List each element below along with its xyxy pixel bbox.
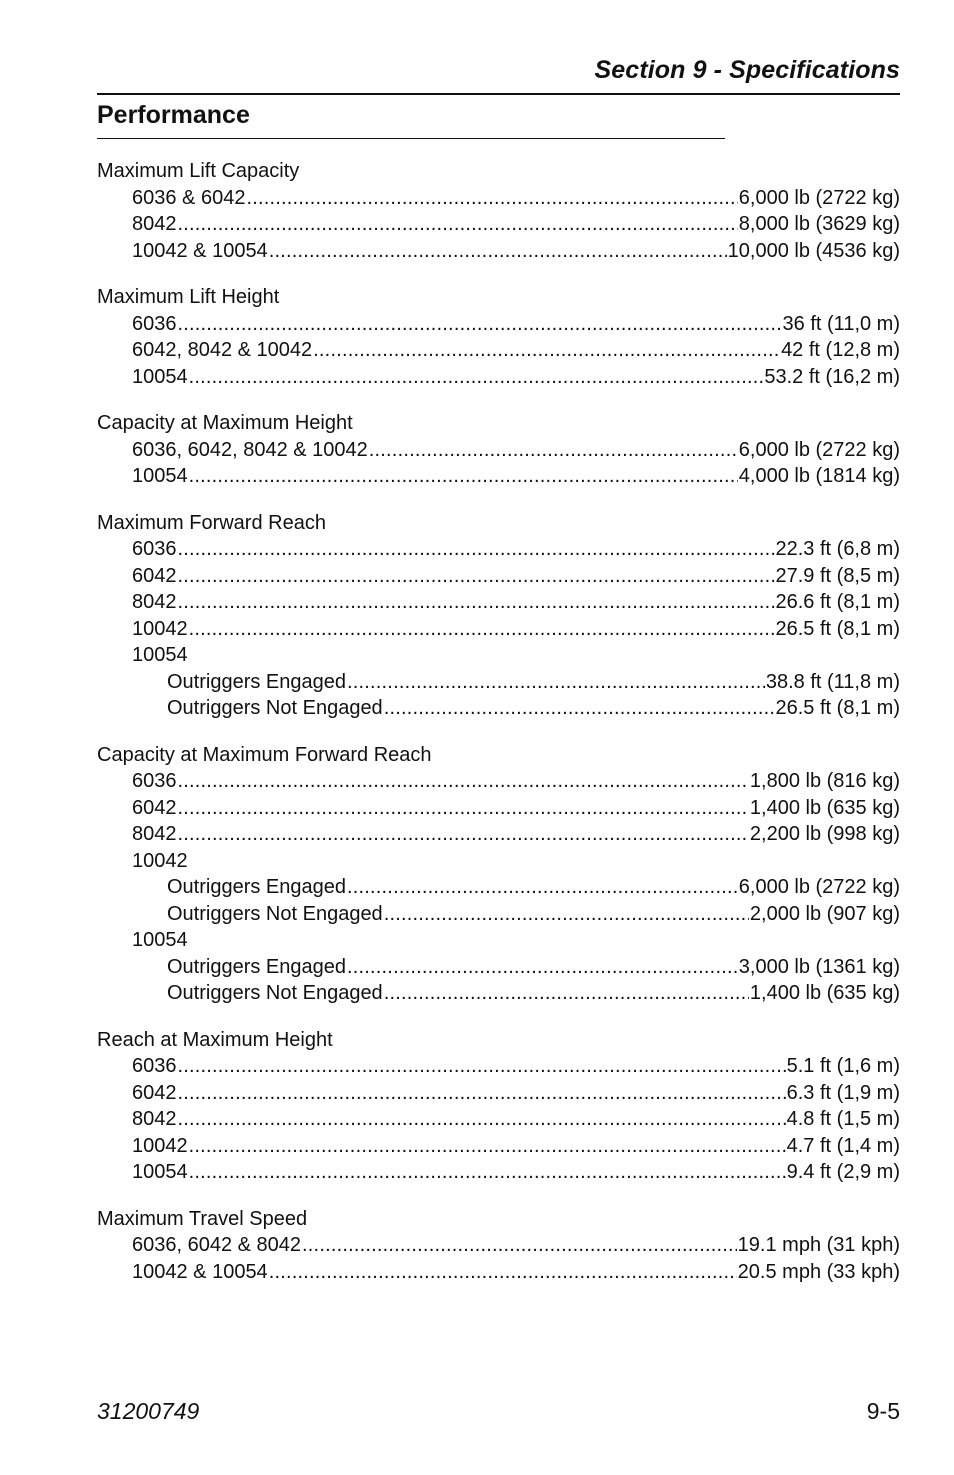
dot-leader bbox=[178, 821, 749, 848]
dot-leader bbox=[347, 669, 765, 696]
spec-label: Outriggers Engaged bbox=[167, 670, 347, 693]
dot-leader bbox=[384, 695, 775, 722]
dot-leader bbox=[178, 1106, 786, 1133]
section-header: Section 9 - Specifications bbox=[594, 56, 900, 84]
spec-group-title: Reach at Maximum Height bbox=[97, 1028, 333, 1051]
spec-label: 8042 bbox=[132, 1108, 177, 1130]
spec-value: 26.5 ft (8,1 m) bbox=[775, 697, 900, 719]
spec-row bbox=[97, 536, 900, 563]
spec-row bbox=[97, 616, 900, 643]
spec-list bbox=[97, 158, 900, 1305]
spec-label: 10054 bbox=[132, 465, 188, 487]
spec-row bbox=[97, 1053, 900, 1080]
spec-value: 19.1 mph (31 kph) bbox=[737, 1234, 900, 1256]
spec-label: Outriggers Engaged bbox=[167, 955, 347, 978]
spec-row bbox=[97, 1106, 900, 1133]
spec-subheading: 10042 bbox=[132, 849, 188, 872]
dot-leader bbox=[313, 337, 780, 364]
spec-row bbox=[97, 980, 900, 1007]
dot-leader bbox=[189, 463, 738, 490]
spec-value: 2,000 lb (907 kg) bbox=[749, 902, 900, 925]
spec-label: Outriggers Not Engaged bbox=[167, 697, 383, 719]
spec-subheading: 10054 bbox=[132, 929, 188, 951]
spec-row bbox=[97, 211, 900, 238]
spec-group-title: Capacity at Maximum Height bbox=[97, 412, 353, 434]
spec-label: 6036 bbox=[132, 1055, 177, 1077]
spec-group bbox=[97, 410, 900, 490]
spec-row bbox=[97, 795, 900, 822]
spec-group-title: Maximum Lift Height bbox=[97, 286, 280, 308]
document-number: 31200749 bbox=[97, 1398, 200, 1424]
spec-row bbox=[97, 768, 900, 795]
spec-value: 36 ft (11,0 m) bbox=[782, 312, 900, 335]
dot-leader bbox=[178, 536, 775, 563]
spec-value: 4.8 ft (1,5 m) bbox=[786, 1108, 900, 1130]
spec-label: 8042 bbox=[132, 213, 177, 235]
spec-row bbox=[97, 954, 900, 981]
dot-leader bbox=[178, 1053, 786, 1080]
spec-row bbox=[97, 1259, 900, 1286]
dot-leader bbox=[189, 364, 764, 391]
spec-label: 10054 bbox=[132, 365, 188, 388]
spec-row bbox=[97, 463, 900, 490]
spec-row bbox=[97, 1159, 900, 1186]
spec-value: 3,000 lb (1361 kg) bbox=[738, 955, 900, 978]
spec-value: 8,000 lb (3629 kg) bbox=[738, 213, 900, 235]
header-rule bbox=[97, 93, 900, 95]
spec-row bbox=[97, 337, 900, 364]
dot-leader bbox=[178, 795, 749, 822]
spec-value: 27.9 ft (8,5 m) bbox=[775, 564, 900, 587]
dot-leader bbox=[178, 211, 738, 238]
spec-label: 6036, 6042, 8042 & 10042 bbox=[132, 438, 368, 461]
spec-value: 10,000 lb (4536 kg) bbox=[727, 239, 900, 262]
dot-leader bbox=[347, 954, 738, 981]
spec-group bbox=[97, 1027, 900, 1186]
page-title: Performance bbox=[97, 101, 250, 129]
spec-value: 42 ft (12,8 m) bbox=[781, 339, 900, 361]
spec-value: 22.3 ft (6,8 m) bbox=[775, 538, 900, 560]
spec-label: 10054 bbox=[132, 1161, 188, 1183]
spec-row bbox=[97, 1133, 900, 1160]
spec-label: 6042 bbox=[132, 1081, 177, 1104]
spec-label: 6036 bbox=[132, 770, 177, 792]
dot-leader bbox=[369, 437, 738, 464]
dot-leader bbox=[178, 768, 749, 795]
spec-value: 5.1 ft (1,6 m) bbox=[786, 1055, 900, 1077]
spec-value: 2,200 lb (998 kg) bbox=[749, 823, 900, 845]
spec-value: 53.2 ft (16,2 m) bbox=[764, 365, 900, 388]
spec-label: 8042 bbox=[132, 823, 177, 845]
spec-subheading: 10054 bbox=[132, 644, 188, 666]
spec-group bbox=[97, 284, 900, 390]
spec-value: 9.4 ft (2,9 m) bbox=[786, 1161, 900, 1183]
spec-value: 6,000 lb (2722 kg) bbox=[738, 186, 900, 209]
spec-label: Outriggers Not Engaged bbox=[167, 902, 383, 925]
spec-label: 6036 & 6042 bbox=[132, 186, 246, 209]
spec-value: 1,800 lb (816 kg) bbox=[749, 770, 900, 792]
dot-leader bbox=[384, 901, 749, 928]
dot-leader bbox=[178, 563, 775, 590]
spec-group bbox=[97, 510, 900, 722]
spec-row bbox=[97, 874, 900, 901]
spec-group-title: Maximum Forward Reach bbox=[97, 511, 326, 534]
dot-leader bbox=[269, 238, 727, 265]
spec-group-title: Maximum Travel Speed bbox=[97, 1207, 308, 1230]
spec-label: Outriggers Not Engaged bbox=[167, 982, 383, 1004]
spec-row bbox=[97, 695, 900, 722]
spec-row bbox=[97, 185, 900, 212]
spec-value: 26.6 ft (8,1 m) bbox=[775, 591, 900, 613]
spec-value: 6,000 lb (2722 kg) bbox=[738, 438, 900, 461]
spec-value: 38.8 ft (11,8 m) bbox=[765, 670, 900, 693]
spec-row bbox=[97, 901, 900, 928]
dot-leader bbox=[246, 185, 737, 212]
spec-label: 6036, 6042 & 8042 bbox=[132, 1234, 302, 1256]
spec-label: 10042 & 10054 bbox=[132, 1260, 268, 1283]
title-rule bbox=[97, 138, 725, 139]
dot-leader bbox=[384, 980, 749, 1007]
spec-value: 1,400 lb (635 kg) bbox=[749, 796, 900, 819]
spec-group bbox=[97, 1206, 900, 1286]
spec-label: 6042 bbox=[132, 564, 177, 587]
spec-value: 4.7 ft (1,4 m) bbox=[786, 1134, 900, 1157]
dot-leader bbox=[189, 1159, 786, 1186]
dot-leader bbox=[269, 1259, 737, 1286]
page-number: 9-5 bbox=[866, 1398, 900, 1424]
spec-value: 1,400 lb (635 kg) bbox=[749, 982, 900, 1004]
spec-group-title: Capacity at Maximum Forward Reach bbox=[97, 743, 432, 766]
dot-leader bbox=[189, 1133, 786, 1160]
spec-row bbox=[97, 238, 900, 265]
dot-leader bbox=[178, 1080, 786, 1107]
spec-value: 20.5 mph (33 kph) bbox=[737, 1260, 900, 1283]
spec-row bbox=[97, 821, 900, 848]
spec-row bbox=[97, 437, 900, 464]
spec-value: 26.5 ft (8,1 m) bbox=[775, 617, 900, 640]
dot-leader bbox=[347, 874, 738, 901]
spec-label: 10042 & 10054 bbox=[132, 239, 268, 262]
spec-label: 10042 bbox=[132, 617, 188, 640]
dot-leader bbox=[302, 1232, 737, 1259]
spec-value: 6,000 lb (2722 kg) bbox=[738, 876, 900, 898]
spec-label: 6036 bbox=[132, 538, 177, 560]
spec-label: Outriggers Engaged bbox=[167, 876, 347, 898]
spec-label: 6042 bbox=[132, 796, 177, 819]
spec-value: 4,000 lb (1814 kg) bbox=[738, 465, 900, 487]
spec-row bbox=[97, 1080, 900, 1107]
spec-group bbox=[97, 158, 900, 264]
spec-row bbox=[97, 364, 900, 391]
spec-label: 6042, 8042 & 10042 bbox=[132, 339, 313, 361]
spec-label: 6036 bbox=[132, 312, 177, 335]
dot-leader bbox=[178, 311, 782, 338]
spec-group-title: Maximum Lift Capacity bbox=[97, 160, 300, 182]
spec-row bbox=[97, 669, 900, 696]
spec-row bbox=[97, 1232, 900, 1259]
spec-row bbox=[97, 311, 900, 338]
spec-label: 8042 bbox=[132, 591, 177, 613]
dot-leader bbox=[189, 616, 775, 643]
spec-row bbox=[97, 589, 900, 616]
spec-value: 6.3 ft (1,9 m) bbox=[786, 1081, 900, 1104]
dot-leader bbox=[178, 589, 775, 616]
spec-label: 10042 bbox=[132, 1134, 188, 1157]
spec-row bbox=[97, 563, 900, 590]
spec-group bbox=[97, 742, 900, 1007]
